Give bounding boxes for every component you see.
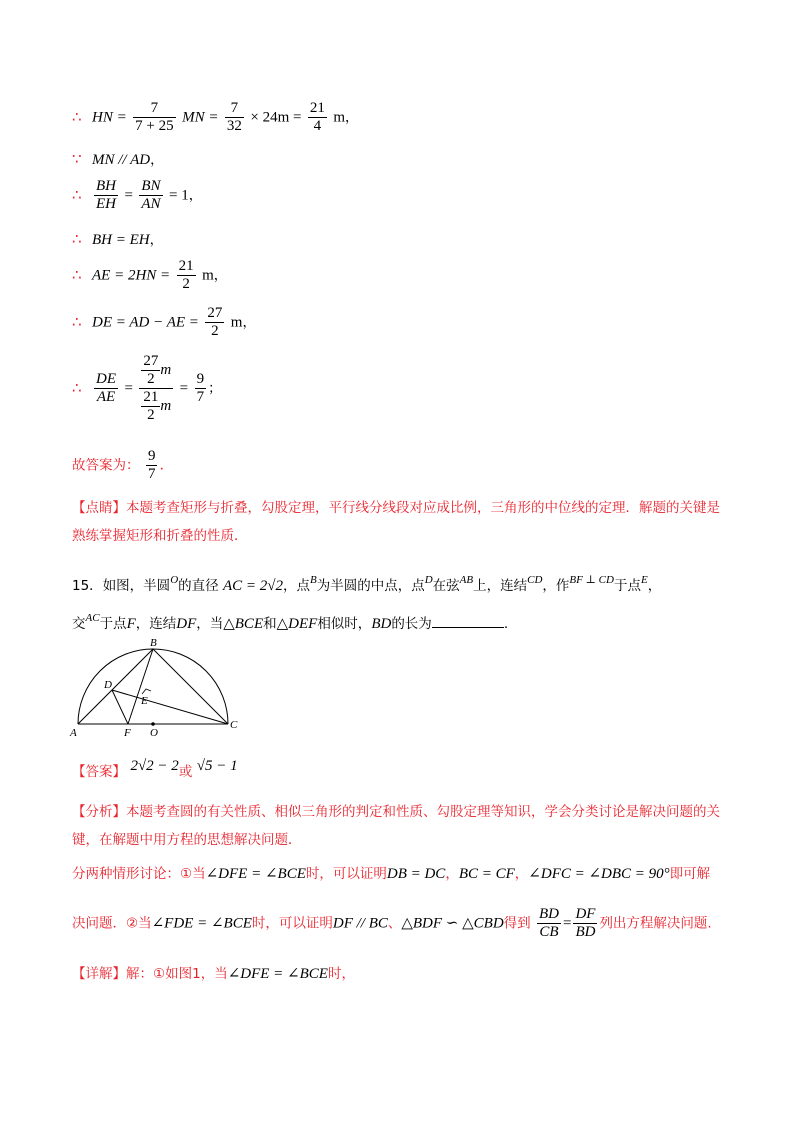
therefore-symbol: ∴ [72, 230, 82, 248]
math: AB [459, 574, 474, 586]
fraction: $\frac{27}{2}$ [207, 305, 223, 339]
label-e: E [141, 695, 148, 707]
punct: ， [345, 109, 359, 126]
step-ae [72, 258, 227, 293]
fraction: $\frac{7}{32}$ [226, 100, 242, 134]
text: 上，连结 [473, 578, 528, 594]
text: 得到 [503, 915, 531, 932]
text: ，作 [542, 578, 570, 594]
final-answer [72, 448, 164, 483]
dianjing-block [72, 494, 732, 550]
punct: ， [149, 232, 164, 248]
label-d: D [104, 679, 112, 691]
therefore-symbol: ∴ [72, 107, 82, 126]
analysis-block [72, 798, 732, 854]
text: ，当 [196, 616, 224, 632]
answer-tag: 【答案】 [72, 764, 126, 780]
answer-or: 或 [178, 764, 193, 780]
problem-number: 15． [72, 578, 103, 594]
punct: ， [188, 187, 203, 204]
punct: ， [150, 152, 164, 168]
text: 时，可以证明 [305, 866, 387, 882]
compound-fraction: $\frac{27}{2}$ m $\frac{21}{2}$ m [139, 353, 173, 424]
math: ∠DFE = ∠BCE [205, 866, 306, 882]
fraction: $\frac{21}{4}$ [309, 100, 325, 134]
text: 于点 [99, 616, 127, 632]
answer-value-1: 2√2 − 2 [130, 758, 179, 774]
step-de-lhs: DE = AD − AE = [92, 314, 199, 331]
step-ratio-final [72, 353, 222, 424]
math: CD [527, 574, 543, 586]
right-angle-mark [142, 689, 151, 694]
text: 时， [327, 966, 355, 982]
math: AC [85, 612, 100, 624]
math: BC = CF [458, 866, 515, 882]
step-parallel [72, 148, 164, 169]
equals: = [124, 187, 133, 204]
text: 如图，半圆 [102, 578, 171, 594]
math: △BCE [223, 616, 264, 632]
answer-blank[interactable] [432, 615, 504, 628]
step-de [72, 305, 256, 340]
fraction: $\frac{BH}{EH}$ [96, 178, 116, 212]
segment-df [112, 690, 128, 724]
text: 相似时， [317, 616, 372, 632]
label-a: A [70, 727, 77, 739]
fraction: $\frac{DE}{AE}$ [96, 371, 116, 405]
text: ， [514, 866, 529, 882]
math: ∠FDE = ∠BCE [151, 915, 252, 932]
label-b: B [150, 637, 157, 649]
math: O [170, 574, 179, 586]
math: D [424, 574, 433, 586]
text: 的长为 [391, 616, 432, 632]
step-hn-times: × 24m = [250, 109, 302, 126]
analysis-case-1 [72, 862, 710, 883]
unit: m [202, 267, 214, 284]
math: E [640, 574, 648, 586]
math: ∠DFC = ∠DBC = 90° [528, 866, 670, 882]
step-ratio-rhs: = 1 [169, 187, 189, 204]
punct: ； [208, 380, 222, 397]
punct: ， [213, 267, 228, 284]
fraction: $\frac{9}{7}$ [147, 448, 156, 482]
fraction: $\frac{BD}{CB}$ [538, 906, 559, 940]
text: 的直径 [178, 578, 219, 594]
text: 时，可以证明 [251, 915, 333, 932]
math: F [126, 616, 136, 632]
text: ，点 [282, 578, 310, 594]
fraction: $\frac{DF}{BD}$ [575, 906, 596, 940]
text: . [503, 616, 509, 632]
text: ， [647, 578, 662, 594]
answer-value-2: √5 − 1 [196, 758, 238, 774]
text: 在弦 [432, 578, 460, 594]
text: 即可解 [669, 866, 711, 882]
text: ，连结 [135, 616, 177, 632]
text: 列出方程解决问题. [599, 915, 712, 932]
math: △BDF ∽ △CBD [401, 915, 504, 932]
therefore-symbol: ∴ [72, 378, 82, 397]
fraction: $\frac{7}{7 + 25}$ [135, 100, 174, 134]
step-hn [72, 100, 359, 135]
math: BF ⊥ CD [569, 574, 614, 586]
fraction: $\frac{9}{7}$ [196, 371, 205, 405]
detail-line [72, 962, 355, 983]
answer-line [72, 758, 238, 780]
text: 于点 [613, 578, 641, 594]
fraction: $\frac{BN}{AN}$ [141, 178, 161, 212]
step-ratio [72, 178, 202, 213]
text: 决问题．②当 [72, 915, 152, 932]
text: 交 [72, 616, 86, 632]
fraction: $\frac{21}{2}$ [178, 258, 194, 292]
math: AC = 2√2 [222, 578, 283, 594]
dianjing-text: 本题考查矩形与折叠，勾股定理，平行线分线段对应成比例，三角形的中位线的定理．解题的关键是熟练掌握矩形和折叠的性质． [72, 500, 720, 544]
equals: = [179, 380, 189, 397]
analysis-text: 本题考查圆的有关性质、相似三角形的判定和性质、勾股定理等知识，学会分类讨论是解决问题的关键，在解题中用方程的思想解决问题． [72, 804, 720, 848]
analysis-tag: 【分析】 [72, 804, 126, 820]
therefore-symbol: ∴ [72, 185, 82, 204]
math: DB = DC [386, 866, 446, 882]
text: 和 [263, 616, 277, 632]
semicircle-figure [66, 636, 246, 740]
math: DF [176, 616, 197, 632]
step-hn-mid: MN = [182, 109, 219, 126]
step-ae-lhs: AE = 2HN = [92, 267, 171, 284]
punct: ， [242, 314, 256, 331]
math: B [309, 574, 317, 586]
label-f: F [124, 727, 131, 739]
text: 解：①如图1，当 [126, 966, 228, 982]
punct: . [159, 457, 164, 474]
segment-bf [128, 649, 153, 724]
step-bh-eh [72, 228, 163, 249]
analysis-case-2 [72, 906, 712, 941]
step-parallel-text: MN // AD [92, 152, 151, 168]
final-answer-label: 故答案为： [72, 457, 140, 474]
math: DF // BC [332, 915, 388, 932]
chord-ab [78, 649, 153, 724]
unit: m [230, 314, 243, 331]
detail-tag: 【详解】 [72, 966, 126, 982]
math: BD [371, 616, 392, 632]
equals: = [124, 380, 133, 397]
because-symbol: ∵ [72, 150, 82, 168]
center-point [151, 722, 155, 726]
unit: m [333, 109, 346, 126]
text: 、 [387, 915, 402, 932]
equals: = [562, 915, 572, 932]
problem-15 [72, 564, 732, 640]
text: ， [445, 866, 459, 882]
dianjing-tag: 【点睛】 [72, 500, 126, 516]
text: 为半圆的中点，点 [316, 578, 425, 594]
therefore-symbol: ∴ [72, 265, 82, 284]
text: 分两种情形讨论：①当 [72, 866, 206, 882]
therefore-symbol: ∴ [72, 312, 82, 331]
label-c: C [230, 719, 238, 731]
step-hn-lhs: HN = [92, 109, 127, 126]
math: △DEF [276, 616, 318, 632]
semicircle-arc [78, 649, 228, 724]
math: ∠DFE = ∠BCE [227, 966, 328, 982]
label-o: O [150, 727, 158, 739]
step-bh-eh-text: BH = EH [92, 232, 150, 248]
